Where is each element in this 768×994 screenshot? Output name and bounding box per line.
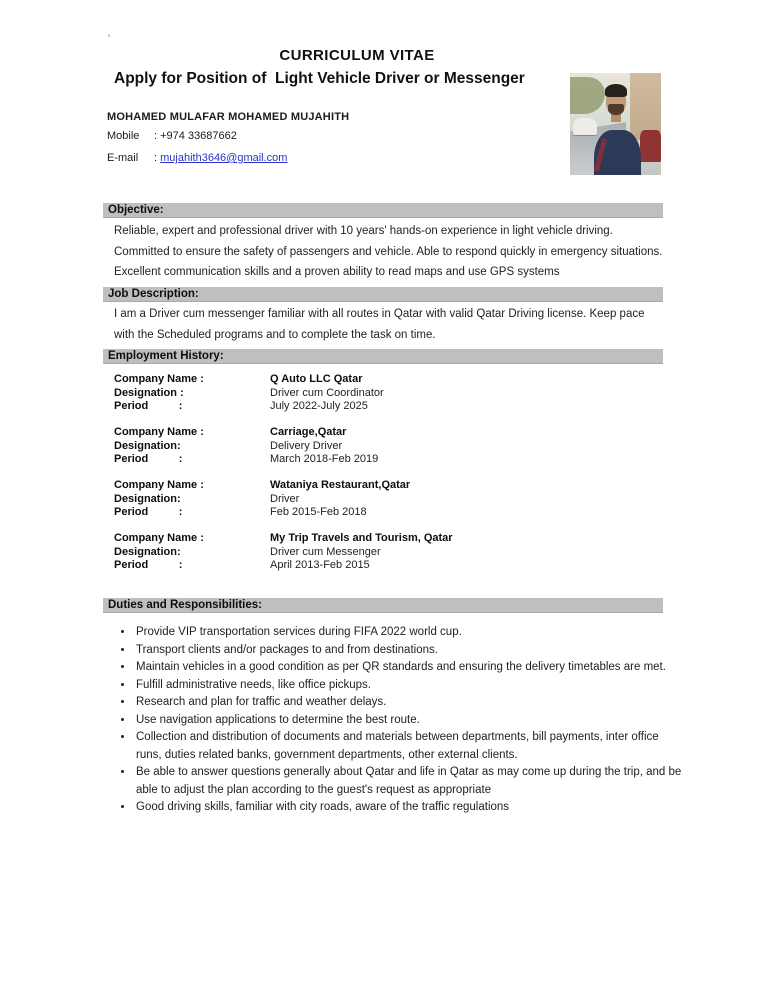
period-label: Period : [114, 506, 183, 518]
duty-item: • Fulfill administrative needs, like office pickups. [134, 677, 686, 695]
period-value: Feb 2015-Feb 2018 [270, 506, 367, 518]
document-subtitle: Apply for Position of Light Vehicle Driver or Messenger [114, 70, 525, 87]
employment-row-period [114, 400, 666, 414]
company-name-label: Company Name : [114, 479, 204, 491]
job-description-text: I am a Driver cum messenger familiar with all routes in Qatar with valid Qatar Driving license. Keep pace with the Scheduled programs and to complete the task on time. [114, 308, 645, 341]
photo-person-hair [605, 84, 627, 97]
period-label: Period : [114, 559, 183, 571]
employment-entry [114, 373, 666, 414]
designation-value: Driver cum Coordinator [270, 386, 384, 399]
designation-label: Designation: [114, 439, 181, 452]
section-heading-employment-history: Employment History: [103, 349, 663, 364]
duties-list [119, 624, 686, 817]
employment-entry [114, 532, 666, 573]
email-row [107, 152, 287, 164]
company-name-value: Q Auto LLC Qatar [270, 373, 363, 385]
document-title: CURRICULUM VITAE [279, 47, 435, 64]
employment-row-company [114, 373, 666, 387]
designation-value: Driver [270, 492, 300, 505]
period-label: Period : [114, 453, 183, 465]
photo-red-car [640, 130, 661, 162]
period-value: April 2013-Feb 2015 [270, 559, 370, 571]
duty-item: • Transport clients and/or packages to and from destinations. [134, 642, 686, 660]
company-name-value: Carriage,Qatar [270, 426, 347, 438]
mobile-row [107, 130, 237, 142]
employment-row-period [114, 506, 666, 520]
employment-row-company [114, 479, 666, 493]
email-colon: : [154, 152, 161, 164]
designation-label: Designation: [114, 545, 181, 558]
designation-label: Designation: [114, 492, 181, 505]
duty-item: • Collection and distribution of documents and materials between departments, bill payments, inter office runs, duties related banks, government departments, other external clients. [134, 729, 686, 764]
employment-history-list [114, 373, 666, 585]
email-link[interactable]: mujahith3646@gmail.com [160, 152, 288, 164]
employment-row-company [114, 426, 666, 440]
section-heading-duties: Duties and Responsibilities: [103, 598, 663, 613]
company-name-value: My Trip Travels and Tourism, Qatar [270, 532, 453, 544]
company-name-label: Company Name : [114, 426, 204, 438]
employment-row-designation [114, 546, 666, 560]
duty-item: • Provide VIP transportation services during FIFA 2022 world cup. [134, 624, 686, 642]
stray-corner-mark: ' [108, 33, 111, 45]
period-value: July 2022-July 2025 [270, 400, 368, 412]
duty-item: • Good driving skills, familiar with city roads, aware of the traffic regulations [134, 799, 686, 817]
profile-photo [570, 73, 661, 175]
employment-row-period [114, 559, 666, 573]
company-name-label: Company Name : [114, 373, 204, 385]
employment-row-company [114, 532, 666, 546]
objective-text: Reliable, expert and professional driver with 10 years' hands-on experience in light vehicle driving. Committed to ensure the safety of passengers and vehicle. Able to respond quickly in emergency situations. Excellent communication skills and a proven ability to read maps and use GPS systems [114, 225, 663, 278]
duty-item: • Be able to answer questions generally about Qatar and life in Qatar as may come up during the trip, and be able to adjust the plan according to the guest's request as appropriate [134, 764, 686, 799]
duty-item: • Use navigation applications to determine the best route. [134, 712, 686, 730]
company-name-label: Company Name : [114, 532, 204, 544]
photo-white-car [573, 118, 598, 135]
designation-value: Driver cum Messenger [270, 545, 381, 558]
duty-item: • Research and plan for traffic and weather delays. [134, 694, 686, 712]
designation-value: Delivery Driver [270, 439, 343, 452]
mobile-label: Mobile [107, 130, 140, 142]
designation-label: Designation : [114, 386, 184, 399]
section-heading-objective: Objective: [103, 203, 663, 218]
employment-row-designation [114, 493, 666, 507]
photo-person-beard [608, 104, 624, 115]
employment-row-designation [114, 387, 666, 401]
duty-item: • Maintain vehicles in a good condition as per QR standards and ensuring the delivery timetables are met. [134, 659, 686, 677]
email-label: E-mail [107, 152, 139, 164]
section-heading-job-description: Job Description: [103, 287, 663, 302]
employment-entry [114, 479, 666, 520]
company-name-value: Wataniya Restaurant,Qatar [270, 479, 411, 491]
period-value: March 2018-Feb 2019 [270, 453, 379, 465]
employment-row-designation [114, 440, 666, 454]
candidate-name: MOHAMED MULAFAR MOHAMED MUJAHITH [107, 111, 350, 123]
employment-entry [114, 426, 666, 467]
mobile-value: : +974 33687662 [154, 130, 237, 142]
period-label: Period : [114, 400, 183, 412]
employment-row-period [114, 453, 666, 467]
